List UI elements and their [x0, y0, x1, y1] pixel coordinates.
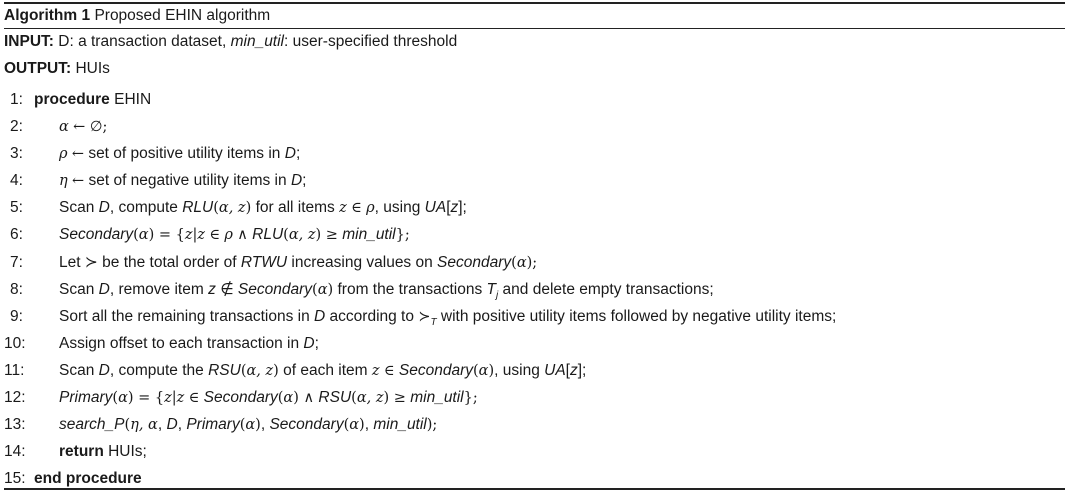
line-number: 14:: [4, 443, 26, 461]
input-label: INPUT:: [4, 33, 54, 50]
algorithm-title: [4, 6, 270, 25]
var-min-util: min_util: [373, 416, 427, 434]
line-number: 10:: [4, 334, 26, 352]
fn-rsu: RSU: [318, 389, 352, 407]
fn-secondary: Secondary: [437, 253, 512, 271]
line-content: [59, 438, 147, 465]
input-line: [4, 32, 457, 51]
fn-secondary: Secondary: [398, 361, 473, 379]
line-number: 5:: [10, 199, 23, 217]
var-d: D: [166, 416, 178, 434]
t: Scan: [59, 199, 95, 217]
output-value: HUIs: [75, 60, 110, 77]
algorithm-name: Proposed EHIN algorithm: [94, 7, 271, 24]
procedure-name: EHIN: [114, 91, 152, 108]
fn-primary: Primary: [59, 389, 113, 407]
fn-search-p: search_P: [59, 416, 125, 434]
line-number: 6:: [10, 226, 23, 244]
input-param: min_util: [230, 33, 285, 50]
line-content: Sort all the remaining transactions in D according to $≻_T$ with positive utility items followed by negative utility items;: [59, 307, 837, 328]
line-1: [4, 86, 1065, 113]
fn-ua: UA: [424, 199, 447, 217]
line-number: 2:: [10, 118, 23, 136]
fn-secondary: Secondary: [203, 389, 278, 407]
var-z: z: [569, 361, 578, 379]
line-text: set of negative utility items in: [88, 172, 287, 190]
line-9: [4, 303, 1065, 330]
line-2: [4, 113, 1065, 140]
line-text: set of positive utility items in: [88, 145, 281, 163]
fn-rsu: RSU: [208, 361, 241, 379]
t: increasing values on: [291, 253, 433, 271]
fn-rlu: RLU: [252, 226, 284, 244]
line-content: Scan D, remove item z ∉ Secondary(α) from the transactions $T_j$ and delete empty transactions;: [59, 280, 714, 301]
line-5: [4, 194, 1065, 221]
t: for all items: [255, 199, 335, 217]
line-3: [4, 140, 1065, 167]
line-content: α ← ∅;: [59, 119, 108, 136]
line-number: 15:: [4, 470, 26, 488]
t: Sort all the remaining transactions in: [59, 307, 310, 325]
line-number: 3:: [10, 145, 23, 163]
t: ];: [458, 199, 467, 217]
line-number: 7:: [10, 253, 23, 271]
line-content: search_P(η, α, D, Primary(α), Secondary(α), min_util);: [59, 416, 438, 434]
line-number: 12:: [4, 389, 26, 407]
var-min-util: min_util: [342, 226, 396, 244]
t: Assign offset to each transaction in: [59, 334, 300, 352]
t: and delete empty transactions;: [502, 280, 714, 298]
t: Scan: [59, 361, 95, 379]
t: Scan: [59, 280, 95, 298]
algorithm-lines: [4, 86, 1065, 492]
line-4: [4, 167, 1065, 194]
t: , using: [494, 361, 540, 379]
return-value: HUIs;: [108, 443, 147, 461]
line-content: Let ≻ be the total order of RTWU increasing values on Secondary(α);: [59, 253, 538, 271]
var-d: D: [98, 280, 110, 298]
t: , compute: [109, 199, 178, 217]
var-min-util: min_util: [410, 389, 464, 407]
t: , remove item: [109, 280, 204, 298]
line-10: [4, 330, 1065, 357]
line-content: ρ ← set of positive utility items in D;: [59, 145, 301, 163]
t: from the transactions: [337, 280, 483, 298]
line-content: Scan D, compute RLU(α, z) for all items z ∈ ρ, using UA[z];: [59, 199, 467, 217]
fn-secondary: Secondary: [269, 416, 344, 434]
fn-rlu: RLU: [182, 199, 214, 217]
t: , compute the: [109, 361, 204, 379]
fn-primary: Primary: [186, 416, 240, 434]
t: according to: [329, 307, 414, 325]
line-end: ;: [295, 145, 301, 163]
line-14: [4, 438, 1065, 465]
line-13: [4, 411, 1065, 438]
algorithm-block: [4, 2, 1065, 491]
keyword: return: [59, 443, 104, 461]
line-content: [59, 330, 319, 357]
line-7: [4, 249, 1065, 276]
var-t: T: [486, 280, 496, 298]
input-dataset: D: a transaction dataset,: [58, 33, 227, 50]
var-d: D: [98, 361, 110, 379]
t: Let ≻ be the total order of: [59, 253, 237, 271]
line-8: [4, 276, 1065, 303]
keyword: end procedure: [34, 470, 142, 488]
line-content: Scan D, compute the RSU(α, z) of each item z ∈ Secondary(α), using UA[z];: [59, 361, 587, 379]
line-number: 13:: [4, 416, 26, 434]
var-d: D: [303, 334, 315, 352]
fn-secondary: z ∉ Secondary: [208, 280, 313, 298]
var-d: D: [290, 172, 303, 190]
line-content: η ← set of negative utility items in D;: [59, 172, 307, 190]
line-number: 4:: [10, 172, 23, 190]
line-12: [4, 384, 1065, 411]
var-d: D: [314, 307, 326, 325]
line-6: [4, 221, 1065, 248]
title-rule: [4, 28, 1065, 29]
t: ];: [577, 361, 587, 379]
bottom-rule: [4, 488, 1065, 490]
line-end: ;: [302, 172, 307, 190]
line-content: Secondary(α) = {z|z ∈ ρ ∧ RLU(α, z) ≥ min_util};: [59, 226, 410, 244]
line-number: 1:: [10, 91, 23, 108]
output-line: [4, 59, 110, 78]
line-11: [4, 357, 1065, 384]
var-z: z: [450, 199, 459, 217]
sub-t: T: [430, 316, 437, 328]
line-number: 11:: [4, 361, 25, 379]
output-label: OUTPUT:: [4, 60, 72, 77]
var-d: D: [284, 145, 296, 163]
fn-secondary: Secondary: [59, 226, 134, 244]
t: ;: [314, 334, 319, 352]
var-d: D: [98, 199, 110, 217]
algorithm-number: Algorithm 1: [4, 7, 91, 24]
top-rule: [4, 2, 1065, 4]
fn-ua: UA: [544, 361, 566, 379]
t: , using: [374, 199, 421, 217]
line-content: Primary(α) = {z|z ∈ Secondary(α) ∧ RSU(α, z) ≥ min_util};: [59, 389, 478, 407]
fn-rtwu: RTWU: [240, 253, 288, 271]
line-number: 8:: [10, 280, 23, 298]
input-param-desc: : user-specified threshold: [284, 33, 458, 50]
t: of each item: [283, 361, 368, 379]
line-content: [34, 86, 151, 113]
t: with positive utility items followed by negative utility items;: [440, 307, 837, 325]
sub-j: j: [496, 289, 499, 301]
keyword: procedure: [34, 91, 110, 108]
line-number: 9:: [10, 307, 23, 325]
